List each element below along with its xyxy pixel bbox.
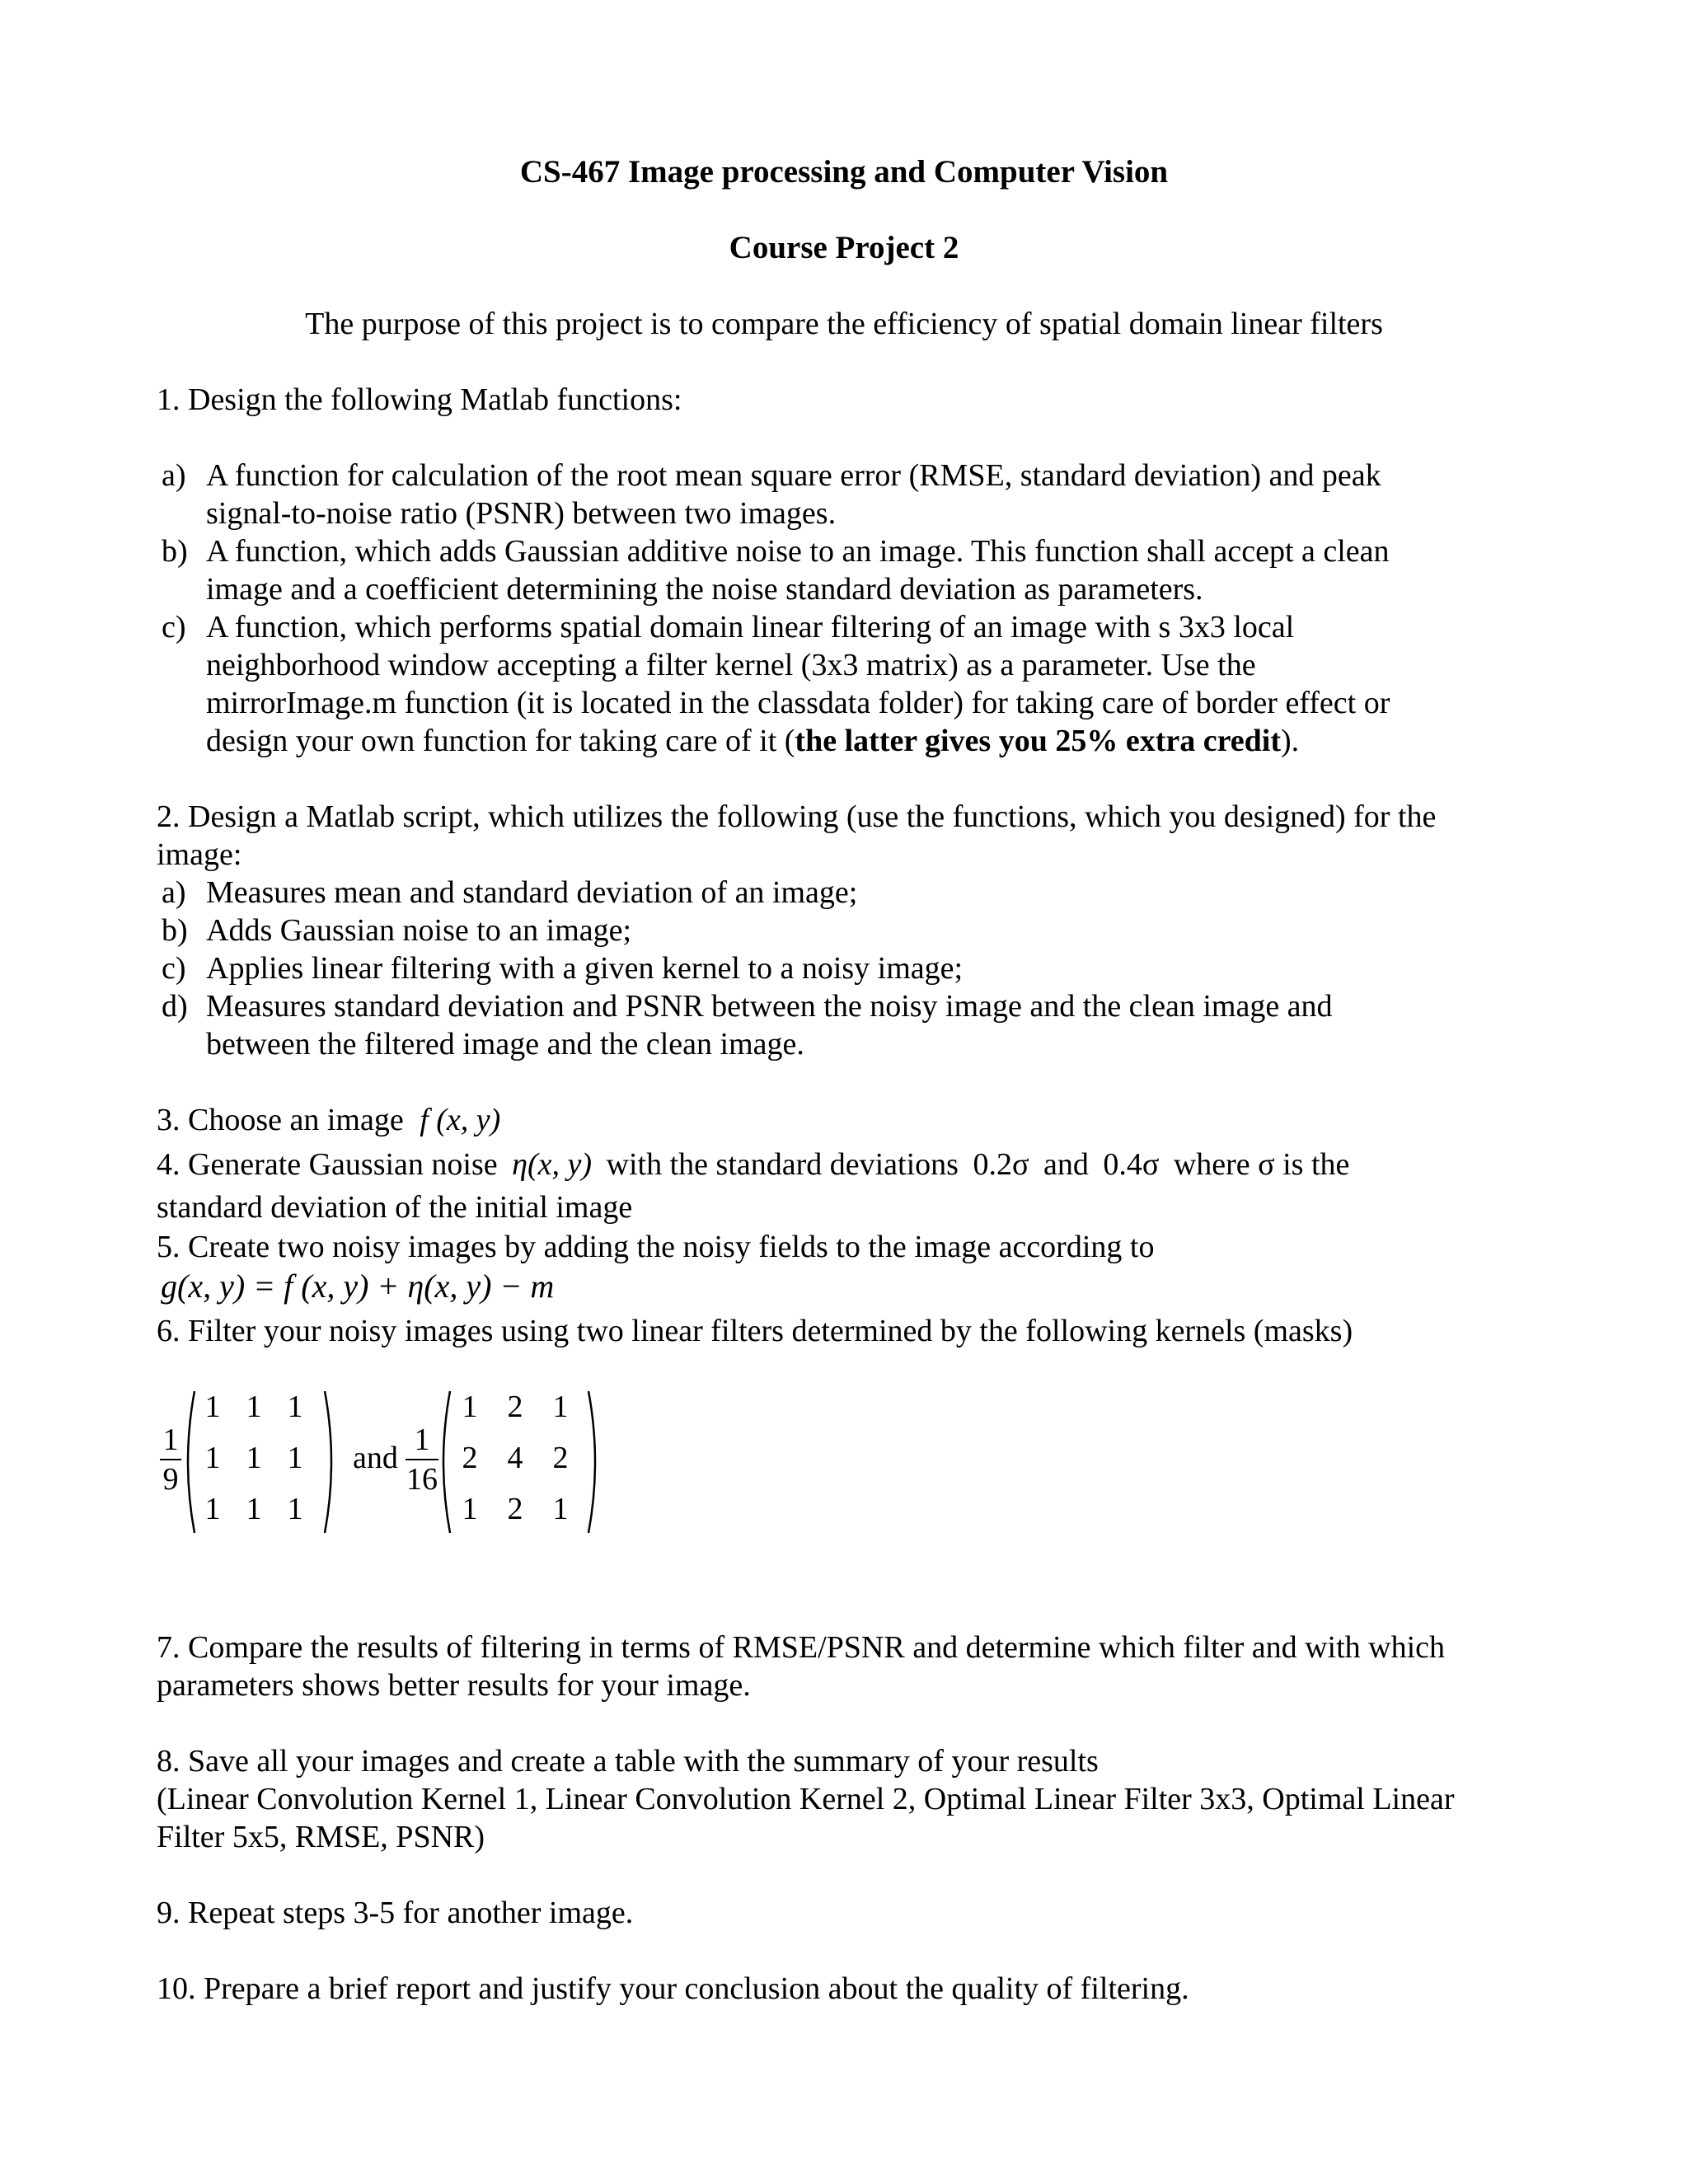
list-item-line: A function for calculation of the root mean square error (RMSE, standard deviation) and peak bbox=[206, 458, 1381, 493]
step-9: 9. Repeat steps 3-5 for another image. bbox=[157, 1896, 634, 1930]
math-sigma-04: 0.4σ bbox=[1103, 1147, 1160, 1182]
matrix-cell: 1 bbox=[204, 1441, 221, 1475]
step-4-text: 4. Generate Gaussian noise bbox=[157, 1147, 498, 1182]
section2-heading-line1: 2. Design a Matlab script, which utilizes the following (use the functions, which you designed) for the bbox=[157, 799, 1437, 834]
list-item bbox=[162, 874, 1541, 912]
matrix-cell: 1 bbox=[204, 1492, 221, 1526]
step-4-and: and bbox=[1043, 1147, 1089, 1182]
text-span: ). bbox=[1280, 724, 1300, 758]
kernels bbox=[157, 1388, 618, 1536]
matrix-cell: 1 bbox=[246, 1492, 262, 1526]
math-sigma-02: 0.2σ bbox=[973, 1147, 1029, 1182]
step-4-text: where σ is the bbox=[1173, 1147, 1350, 1182]
step-7-line1: 7. Compare the results of filtering in terms of RMSE/PSNR and determine which filter and with which bbox=[157, 1630, 1446, 1665]
extra-credit-note: the latter gives you 25% extra credit bbox=[795, 724, 1281, 758]
kernel-and: and bbox=[353, 1441, 398, 1475]
step-4-line2: standard deviation of the initial image bbox=[157, 1190, 633, 1225]
matrix-cell: 1 bbox=[287, 1492, 303, 1526]
list-item-line: image and a coefficient determining the noise standard deviation as parameters. bbox=[206, 572, 1203, 607]
step-4-text: with the standard deviations bbox=[606, 1147, 959, 1182]
list-item bbox=[162, 912, 1541, 949]
list-item-label: c) bbox=[162, 951, 186, 986]
kernel1-numerator: 1 bbox=[162, 1422, 179, 1457]
matrix-cell: 2 bbox=[507, 1390, 523, 1424]
noise-model-formula: g(x, y) = f (x, y) + η(x, y) − m bbox=[161, 1268, 555, 1305]
list-item bbox=[162, 532, 1541, 608]
step-8-line3: Filter 5x5, RMSE, PSNR) bbox=[157, 1820, 485, 1854]
text-span: design your own function for taking care of it ( bbox=[206, 724, 795, 758]
matrix-cell: 1 bbox=[552, 1390, 569, 1424]
section1-heading: 1. Design the following Matlab functions: bbox=[157, 382, 682, 417]
list-item bbox=[162, 608, 1541, 760]
kernel2-numerator: 1 bbox=[414, 1422, 430, 1457]
list-item-line bbox=[206, 722, 1541, 760]
step-3 bbox=[157, 1101, 500, 1139]
kernel2-denominator: 16 bbox=[406, 1462, 438, 1497]
matrix-cell: 1 bbox=[287, 1390, 303, 1424]
matrix-cell: 1 bbox=[552, 1492, 569, 1526]
list-item-line: signal-to-noise ratio (PSNR) between two images. bbox=[206, 496, 837, 531]
step-3-text: 3. Choose an image bbox=[157, 1103, 404, 1137]
purpose-statement: The purpose of this project is to compare the efficiency of spatial domain linear filters bbox=[305, 307, 1383, 341]
list-item-label: b) bbox=[162, 534, 188, 569]
list-item-line: A function, which adds Gaussian additive noise to an image. This function shall accept a clean bbox=[206, 534, 1390, 569]
list-item bbox=[162, 949, 1541, 987]
list-item-line: between the filtered image and the clean image. bbox=[206, 1027, 804, 1062]
list-item-line: mirrorImage.m function (it is located in the classdata folder) for taking care of border effect or bbox=[206, 686, 1390, 720]
matrix-cell: 2 bbox=[507, 1492, 523, 1526]
step-7-line2: parameters shows better results for your image. bbox=[157, 1668, 751, 1703]
kernel1-fraction bbox=[158, 1421, 183, 1498]
step-4 bbox=[157, 1146, 1349, 1183]
matrix-cell: 4 bbox=[507, 1441, 523, 1475]
step-10: 10. Prepare a brief report and justify your conclusion about the quality of filtering. bbox=[157, 1971, 1189, 2006]
matrix-cell: 2 bbox=[462, 1441, 478, 1475]
step-6: 6. Filter your noisy images using two linear filters determined by the following kernels (masks) bbox=[157, 1314, 1353, 1348]
list-item-line: A function, which performs spatial domain linear filtering of an image with s 3x3 local bbox=[206, 610, 1295, 644]
list-item-line: Measures mean and standard deviation of an image; bbox=[206, 875, 858, 910]
list-item-label: d) bbox=[162, 989, 188, 1024]
matrix-cell: 1 bbox=[204, 1390, 221, 1424]
kernel2-fraction bbox=[404, 1421, 440, 1498]
list-item bbox=[162, 457, 1541, 532]
step-8-line1: 8. Save all your images and create a table with the summary of your results bbox=[157, 1744, 1099, 1779]
list-item-line: Measures standard deviation and PSNR between the noisy image and the clean image and bbox=[206, 989, 1333, 1024]
list-item-label: a) bbox=[162, 875, 186, 910]
section2-heading-line2: image: bbox=[157, 837, 242, 872]
math-f-xy: f (x, y) bbox=[420, 1103, 501, 1137]
kernel1-denominator: 9 bbox=[162, 1462, 179, 1497]
math-eta: η(x, y) bbox=[512, 1147, 593, 1182]
list-item-label: c) bbox=[162, 610, 186, 644]
matrix-cell: 1 bbox=[462, 1492, 478, 1526]
list-item-line: Applies linear filtering with a given kernel to a noisy image; bbox=[206, 951, 964, 986]
step-8-line2: (Linear Convolution Kernel 1, Linear Convolution Kernel 2, Optimal Linear Filter 3x3, Optimal Linear bbox=[157, 1782, 1455, 1816]
page-subtitle: Course Project 2 bbox=[729, 230, 959, 265]
matrix-cell: 1 bbox=[246, 1390, 262, 1424]
matrix-cell: 1 bbox=[462, 1390, 478, 1424]
list-item-label: b) bbox=[162, 913, 188, 948]
list-item-line: Adds Gaussian noise to an image; bbox=[206, 913, 632, 948]
matrix-cell: 2 bbox=[552, 1441, 569, 1475]
list-item-line: neighborhood window accepting a filter kernel (3x3 matrix) as a parameter. Use the bbox=[206, 648, 1256, 682]
list-item bbox=[162, 987, 1541, 1063]
page-title: CS-467 Image processing and Computer Vision bbox=[519, 154, 1169, 190]
step-5-line1: 5. Create two noisy images by adding the noisy fields to the image according to bbox=[157, 1230, 1155, 1264]
matrix-cell: 1 bbox=[246, 1441, 262, 1475]
list-item-label: a) bbox=[162, 458, 186, 493]
matrix-cell: 1 bbox=[287, 1441, 303, 1475]
